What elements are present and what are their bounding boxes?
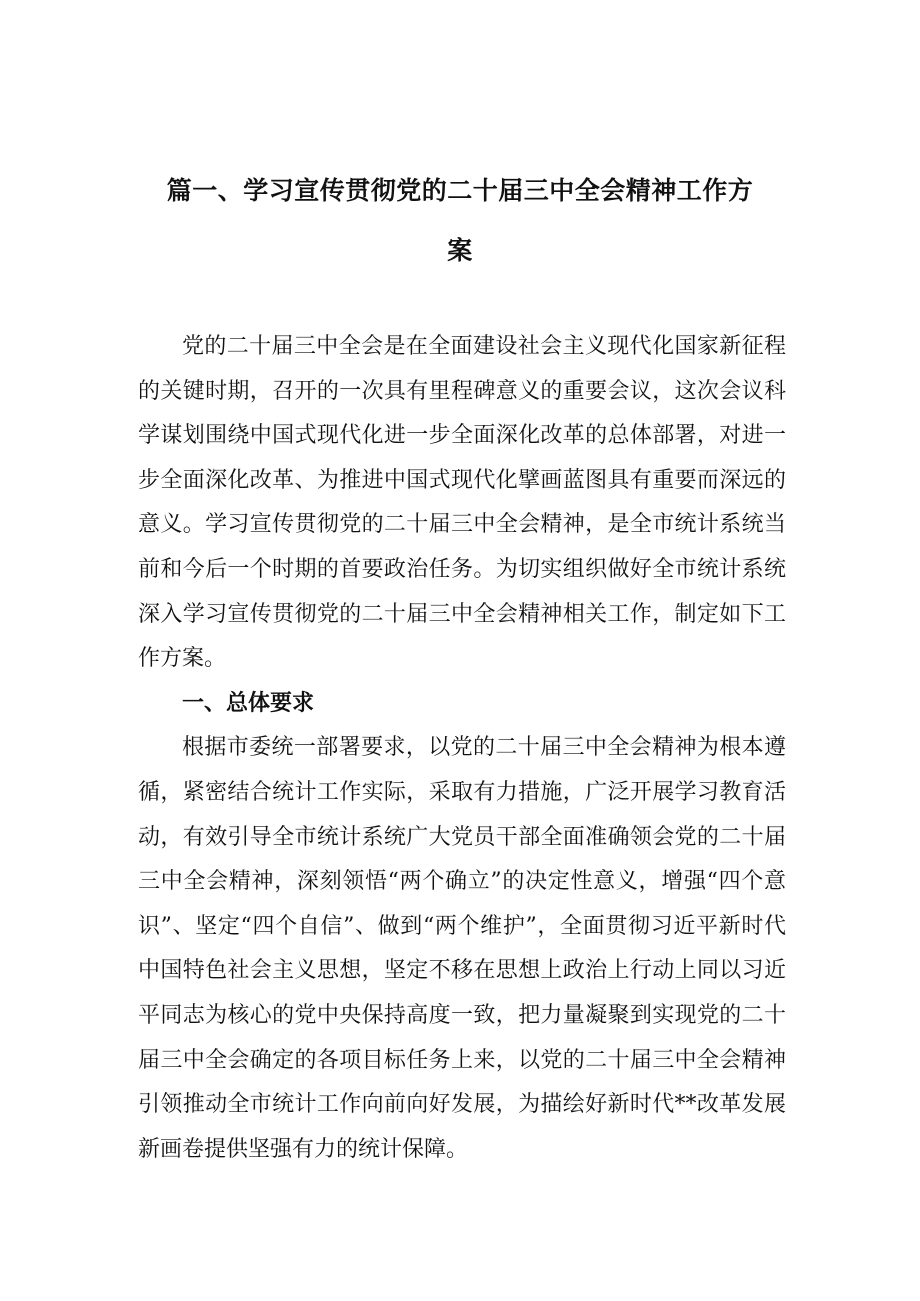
document-title-line2: 案 <box>447 236 473 265</box>
overall-requirements-paragraph: 根据市委统一部署要求，以党的二十届三中全会精神为根本遵循，紧密结合统计工作实际，采取有力措施，广泛开展学习教育活动，有效引导全市统计系统广大党员干部全面准确领会党的二十届三中全会精神，深刻领悟“两个确立”的决定性意义，增强“四个意识”、坚定“四个自信”、做到“两个维护”，全面贯彻习近平新时代中国特色社会主义思想，坚定不移在思想上政治上行动上同以习近平同志为核心的党中央保持高度一致，把力量凝聚到实现党的二十届三中全会确定的各项目标任务上来，以党的二十届三中全会精神引领推动全市统计工作向前向好发展，为描绘好新时代**改革发展新画卷提供坚强有力的统计保障。 <box>138 735 786 1162</box>
document-body <box>138 325 786 1172</box>
document-title-line1: 篇一、学习宣传贯彻党的二十届三中全会精神工作方 <box>166 176 754 205</box>
intro-paragraph: 党的二十届三中全会是在全面建设社会主义现代化国家新征程的关键时期，召开的一次具有里程碑意义的重要会议，这次会议科学谋划围绕中国式现代化进一步全面深化改革的总体部署，对进一步全面深化改革、为推进中国式现代化擘画蓝图具有重要而深远的意义。学习宣传贯彻党的二十届三中全会精神，是全市统计系统当前和今后一个时期的首要政治任务。为切实组织做好全市统计系统深入学习宣传贯彻党的二十届三中全会精神相关工作，制定如下工作方案。 <box>138 334 786 672</box>
section-heading-overall-requirements: 一、总体要求 <box>182 690 315 716</box>
